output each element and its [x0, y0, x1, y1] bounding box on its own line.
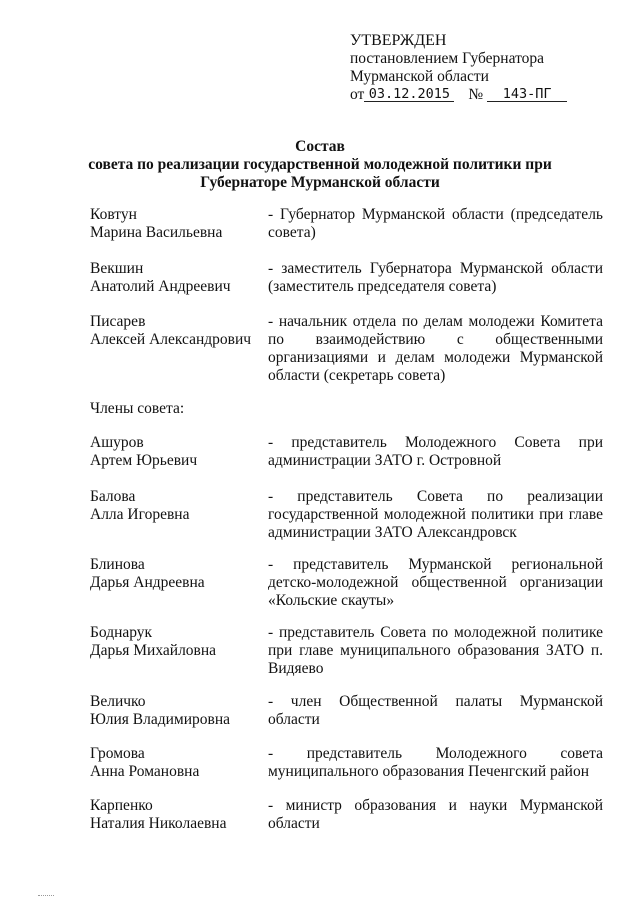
member-name: [90, 260, 260, 296]
member-role: - заместитель Губернатора Мурманской области (заместитель председателя совета): [268, 260, 603, 295]
member-role: - представитель Молодежного совета муниципального образования Печенгский район: [268, 745, 603, 780]
member-surname: Боднарук: [90, 624, 153, 641]
member-surname: Карпенко: [90, 797, 153, 814]
member-surname: Громова: [90, 745, 145, 762]
member-role: - представитель Молодежного Совета при администрации ЗАТО г. Островной: [268, 434, 603, 469]
member-given-names: Алла Игоревна: [90, 506, 190, 523]
document-title: [40, 138, 600, 192]
decree-number: 143-ПГ: [487, 87, 567, 102]
member-given-names: Анна Романовна: [90, 763, 200, 780]
member-surname: Векшин: [90, 260, 144, 277]
member-role: - представитель Совета по реализации государственной молодежной политики при главе администрации ЗАТО Александровск: [268, 488, 603, 541]
member-role: - Губернатор Мурманской области (председатель совета): [268, 206, 603, 241]
member-name: [90, 206, 260, 242]
member-name: [90, 434, 260, 470]
member-role: - начальник отдела по делам молодежи Комитета по взаимодействию с общественными организациями и делам молодежи Мурманской области (секретарь совета): [268, 313, 603, 384]
title-line-2: совета по реализации государственной молодежной политики при: [88, 156, 552, 173]
decree-date: 03.12.2015: [364, 87, 454, 102]
scan-footer-mark: [38, 895, 54, 896]
title-line-3: Губернаторе Мурманской области: [200, 174, 440, 191]
member-surname: Блинова: [90, 556, 145, 573]
member-surname: Балова: [90, 488, 136, 505]
member-given-names: Марина Васильевна: [90, 224, 223, 241]
approval-line-date: [350, 86, 630, 104]
member-name: [90, 488, 260, 524]
member-role: - представитель Совета по молодежной политике при главе муниципального образования ЗАТО п. Видяево: [268, 624, 603, 677]
member-given-names: Анатолий Андреевич: [90, 278, 231, 295]
member-given-names: Наталия Николаевна: [90, 815, 227, 832]
member-name: [90, 797, 260, 833]
from-label: от: [350, 86, 365, 103]
member-name: [90, 556, 260, 592]
member-surname: Ашуров: [90, 434, 144, 451]
member-given-names: Артем Юрьевич: [90, 452, 198, 469]
member-given-names: Дарья Андреевна: [90, 574, 205, 591]
member-given-names: Алексей Александрович: [90, 331, 252, 348]
member-name: [90, 313, 260, 349]
member-role: - представитель Мурманской региональной детско-молодежной общественной организации «Кольские скауты»: [268, 556, 603, 609]
title-line-1: Состав: [295, 138, 345, 155]
member-given-names: Юлия Владимировна: [90, 711, 230, 728]
member-surname: Ковтун: [90, 206, 137, 223]
member-surname: Величко: [90, 693, 146, 710]
member-name: [90, 693, 260, 729]
member-name: [90, 745, 260, 781]
member-surname: Писарев: [90, 313, 146, 330]
number-label: №: [468, 86, 484, 103]
member-given-names: Дарья Михайловна: [90, 642, 217, 659]
member-name: [90, 624, 260, 660]
approval-heading: УТВЕРЖДЕН: [350, 32, 447, 49]
approval-line-decree: постановлением Губернатора: [350, 50, 545, 67]
approval-line-region: Мурманской области: [350, 68, 489, 85]
member-role: - министр образования и науки Мурманской области: [268, 797, 603, 832]
approval-stamp: [350, 32, 630, 104]
members-heading: Члены совета:: [90, 400, 185, 417]
member-role: - член Общественной палаты Мурманской области: [268, 693, 603, 728]
